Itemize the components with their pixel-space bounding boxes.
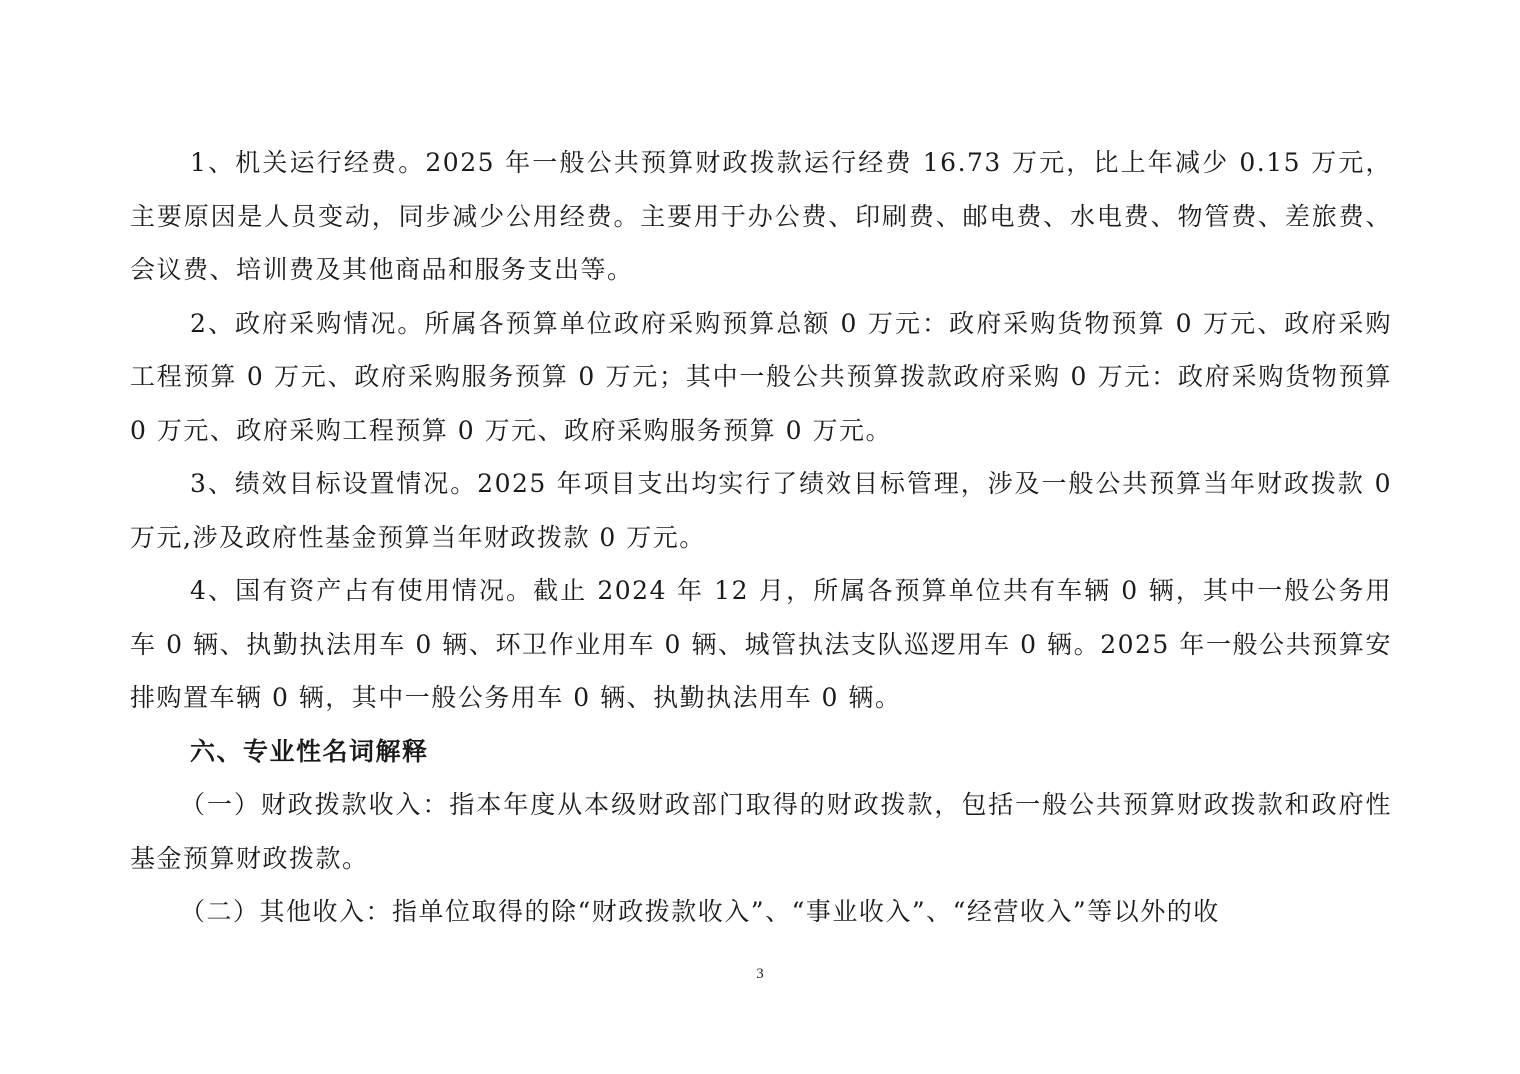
paragraph-operating-funds: 1、机关运行经费。2025 年一般公共预算财政拨款运行经费 16.73 万元，比上年减少 0.15 万元，主要原因是人员变动，同步减少公用经费。主要用于办公费、印刷费、邮电费、水电费、物管费、差旅费、会议费、培训费及其他商品和服务支出等。 (130, 148, 1392, 284)
term-other-income: （二）其他收入：指单位取得的除“财政拨款收入”、“事业收入”、“经营收入”等以外的收 (180, 897, 1220, 926)
term-fiscal-appropriation-income: （一）财政拨款收入：指本年度从本级财政部门取得的财政拨款，包括一般公共预算财政拨款和政府性基金预算财政拨款。 (130, 790, 1392, 873)
section-heading-terminology: 六、专业性名词解释 (190, 736, 429, 766)
page-number: 3 (756, 966, 764, 982)
paragraph-state-assets: 4、国有资产占有使用情况。截止 2024 年 12 月，所属各预算单位共有车辆 0 辆，其中一般公务用车 0 辆、执勤执法用车 0 辆、环卫作业用车 0 辆、城管执法支队巡逻用车 0 辆。2025 年一般公共预算安排购置车辆 0 辆，其中一般公务用车 0 辆、执勤执法用车 0 辆。 (130, 576, 1392, 712)
page-body (130, 136, 1392, 939)
paragraph-performance-targets: 3、绩效目标设置情况。2025 年项目支出均实行了绩效目标管理，涉及一般公共预算当年财政拨款 0 万元,涉及政府性基金预算当年财政拨款 0 万元。 (130, 469, 1392, 552)
paragraph-government-procurement: 2、政府采购情况。所属各预算单位政府采购预算总额 0 万元：政府采购货物预算 0 万元、政府采购工程预算 0 万元、政府采购服务预算 0 万元；其中一般公共预算拨款政府采购 0 万元：政府采购货物预算 0 万元、政府采购工程预算 0 万元、政府采购服务预算 0 万元。 (130, 308, 1392, 445)
